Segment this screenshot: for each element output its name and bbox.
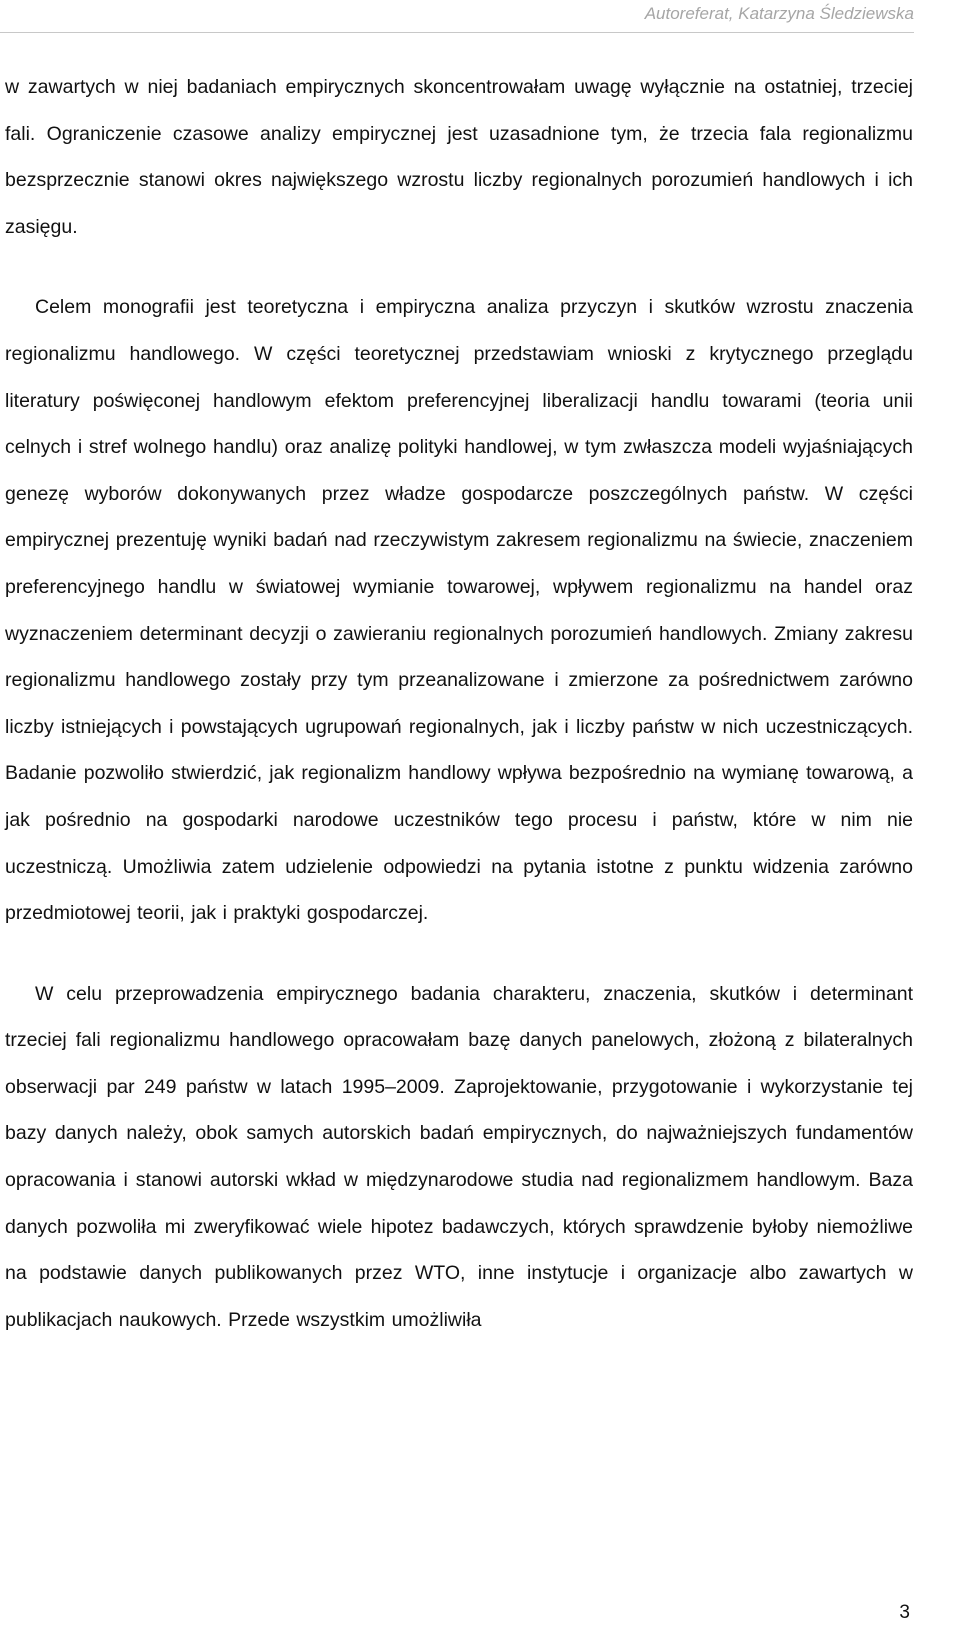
running-header: Autoreferat, Katarzyna Śledziewska: [644, 4, 914, 23]
paragraph-monograph-aim: Celem monografii jest teoretyczna i empiryczna analiza przyczyn i skutków wzrostu znaczenia regionalizmu handlowego. W części teoretycznej przedstawiam wnioski z krytycznego przeglądu literatury poświęconej handlowym efektom preferencyjnej liberalizacji handlu towarami (teoria unii celnych i stref wolnego handlu) oraz analizę polityki handlowej, w tym zwłaszcza modeli wyjaśniających genezę wyborów dokonywanych przez władze gospodarcze poszczególnych państw. W części empirycznej prezentuję wyniki badań nad rzeczywistym zakresem regionalizmu na świecie, znaczeniem preferencyjnego handlu w światowej wymianie towarowej, wpływem regionalizmu na handel oraz wyznaczeniem determinant decyzji o zawieraniu regionalnych porozumień handlowych. Zmiany zakresu regionalizmu handlowego zostały przy tym przeanalizowane i zmierzone za pośrednictwem zarówno liczby istniejących i powstających ugrupowań regionalnych, jak i liczby państw w nich uczestniczących. Badanie pozwoliło stwierdzić, jak regionalizm handlowy wpływa bezpośrednio na wymianę towarową, a jak pośrednio na gospodarki narodowe uczestników tego procesu i państw, które w nim nie uczestniczą. Umożliwia zatem udzielenie odpowiedzi na pytania istotne z punktu widzenia zarówno przedmiotowej teorii, jak i praktyki gospodarczej.: [5, 296, 913, 925]
document-body: [5, 64, 913, 1343]
header-divider: [0, 32, 914, 33]
paragraph-spacer: [5, 250, 913, 284]
page-number: 3: [899, 1602, 910, 1623]
paragraph-spacer: [5, 937, 913, 971]
paragraph-database: W celu przeprowadzenia empirycznego badania charakteru, znaczenia, skutków i determinant trzeciej fali regionalizmu handlowego opracowałam bazę danych panelowych, złożoną z bilateralnych obserwacji par 249 państw w latach 1995–2009. Zaprojektowanie, przygotowanie i wykorzystanie tej bazy danych należy, obok samych autorskich badań empirycznych, do najważniejszych fundamentów opracowania i stanowi autorski wkład w międzynarodowe studia nad regionalizmem handlowym. Baza danych pozwoliła mi zweryfikować wiele hipotez badawczych, których sprawdzenie byłoby niemożliwe na podstawie danych publikowanych przez WTO, inne instytucje i organizacje albo zawartych w publikacjach naukowych. Przede wszystkim umożliwiła: [5, 982, 913, 1331]
paragraph-continuation: w zawartych w niej badaniach empirycznych skoncentrowałam uwagę wyłącznie na ostatniej, trzeciej fali. Ograniczenie czasowe analizy empirycznej jest uzasadnione tym, że trzecia fala regionalizmu bezsprzecznie stanowi okres największego wzrostu liczby regionalnych porozumień handlowych i ich zasięgu.: [5, 76, 913, 238]
